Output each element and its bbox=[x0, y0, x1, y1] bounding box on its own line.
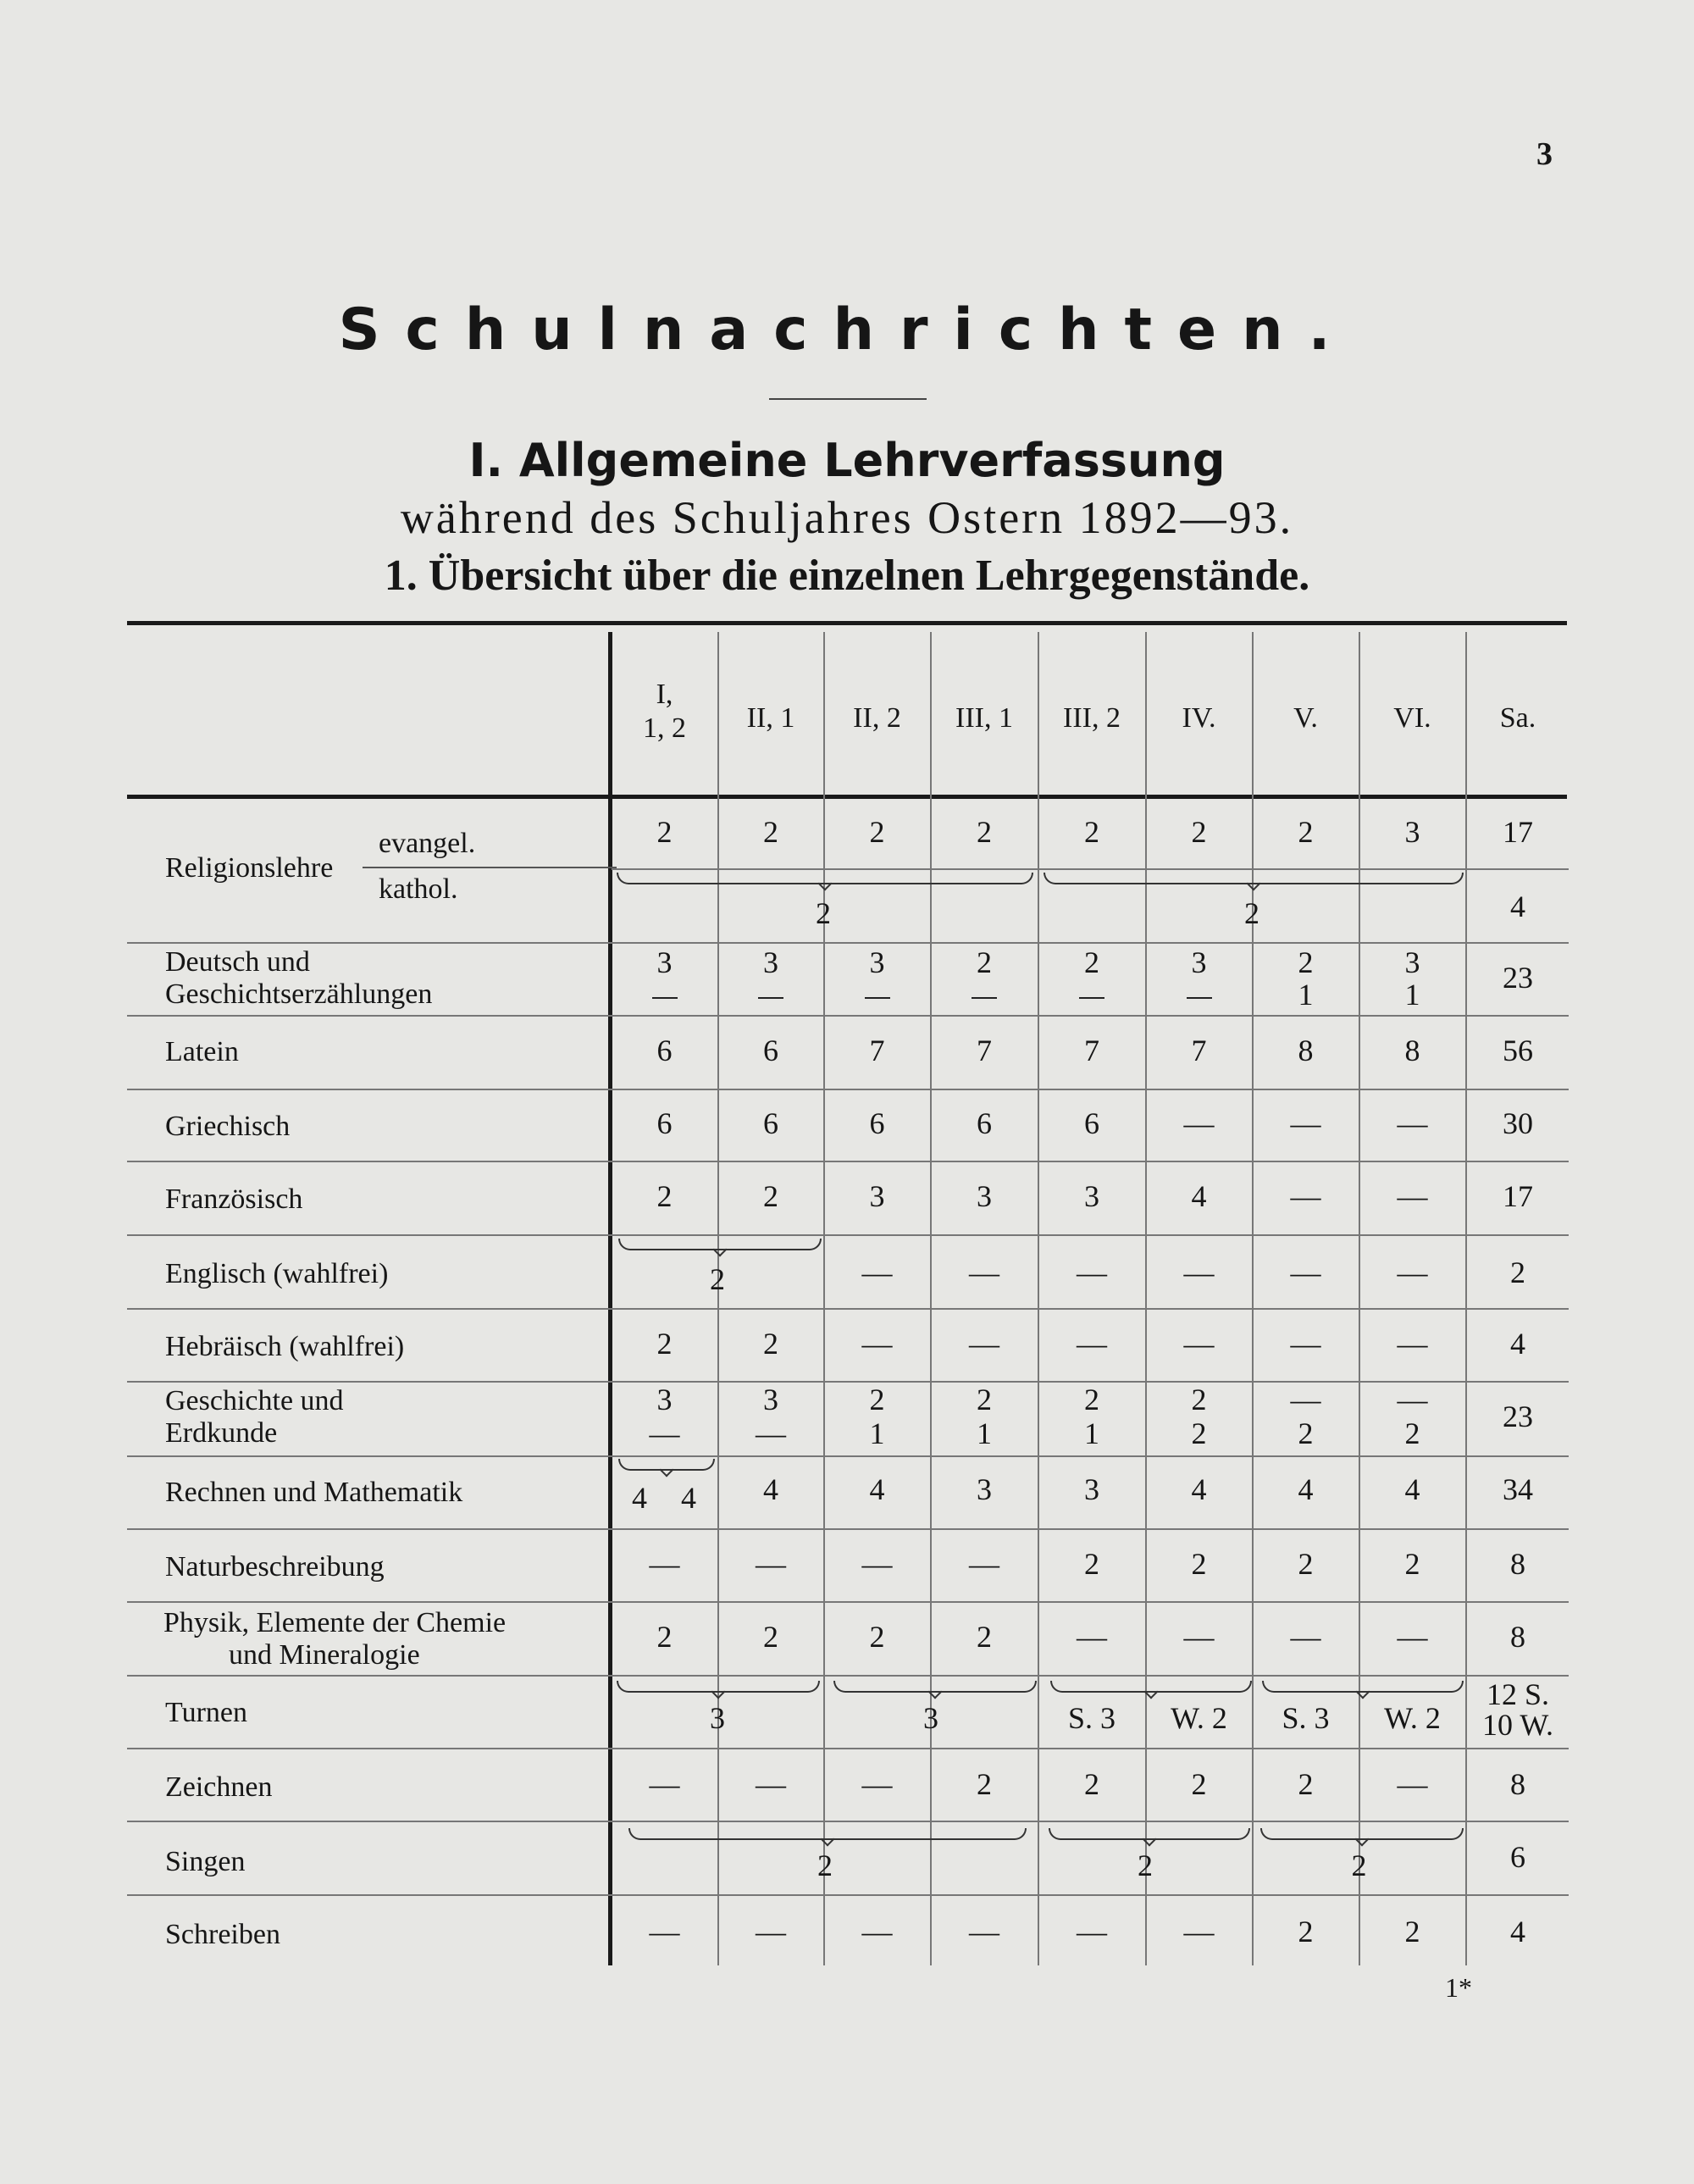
cell: — bbox=[1183, 1256, 1215, 1289]
group-brace bbox=[617, 1681, 820, 1693]
cell: — bbox=[1397, 1620, 1428, 1654]
cell: 3 bbox=[1084, 1179, 1099, 1213]
cell: 2 bbox=[1298, 1416, 1314, 1450]
cell: — bbox=[861, 1327, 893, 1361]
row-label: Naturbeschreibung bbox=[165, 1551, 385, 1583]
cell: — bbox=[969, 1915, 999, 1948]
cell-group: W. 2 bbox=[1171, 1701, 1227, 1735]
cell-group: W. 2 bbox=[1384, 1701, 1441, 1735]
cell-sum: 4 bbox=[1510, 890, 1525, 923]
cell: 2 bbox=[1084, 1383, 1099, 1416]
cell: — bbox=[1183, 1915, 1215, 1948]
cell: 2 bbox=[1298, 1547, 1314, 1581]
cell: 6 bbox=[656, 1034, 673, 1067]
cell: — bbox=[756, 1416, 786, 1450]
table-heading: 1. Übersicht über die einzelnen Lehrgegenstände. bbox=[384, 552, 1310, 600]
cell: 2 bbox=[763, 1327, 778, 1361]
column-header: VI. bbox=[1393, 702, 1431, 734]
cell-sum: 4 bbox=[1510, 1915, 1525, 1948]
cell-sum: 23 bbox=[1503, 961, 1533, 995]
cell-group: 3 bbox=[923, 1701, 938, 1735]
cell: 2 bbox=[1298, 1767, 1314, 1801]
cell: 2 bbox=[1191, 1383, 1207, 1416]
cell: — bbox=[1077, 1915, 1107, 1948]
label-connector bbox=[363, 867, 617, 868]
group-brace bbox=[1260, 1828, 1464, 1840]
cell: 3 bbox=[656, 945, 673, 979]
cell: 6 bbox=[763, 1106, 778, 1140]
row-divider bbox=[127, 1748, 1569, 1749]
group-brace bbox=[628, 1828, 1027, 1840]
sheet-signature: 1* bbox=[1445, 1972, 1472, 2003]
cell: — bbox=[861, 1915, 893, 1948]
column-header: III, 1 bbox=[955, 702, 1013, 734]
cell: — bbox=[969, 1256, 999, 1289]
cell-sum: 4 bbox=[1510, 1327, 1525, 1361]
cell-dash bbox=[612, 978, 717, 1012]
cell: — bbox=[649, 1547, 680, 1581]
cell: — bbox=[1183, 1620, 1215, 1654]
cell-group: 2 bbox=[710, 1262, 725, 1296]
cell: — bbox=[1290, 1106, 1321, 1140]
row-divider bbox=[127, 1234, 1569, 1236]
cell: — bbox=[1397, 1767, 1428, 1801]
cell-group: S. 3 bbox=[1067, 1701, 1116, 1735]
group-brace bbox=[617, 873, 1033, 884]
row-divider bbox=[127, 1455, 1569, 1457]
column-header: II, 2 bbox=[853, 702, 901, 734]
page-title: Schulnachrichten. bbox=[338, 297, 1356, 363]
cell: 3 bbox=[763, 945, 778, 979]
row-label: Französisch bbox=[165, 1183, 303, 1215]
row-divider bbox=[127, 1089, 1569, 1090]
cell: — bbox=[1397, 1179, 1428, 1213]
cell-dash bbox=[931, 978, 1038, 1012]
cell: — bbox=[861, 1256, 893, 1289]
row-label: Physik, Elemente der Chemie bbox=[163, 1607, 507, 1638]
cell: 1 bbox=[1404, 978, 1420, 1012]
cell: 2 bbox=[977, 1383, 992, 1416]
cell: 2 bbox=[763, 1620, 778, 1654]
title-divider bbox=[769, 398, 927, 400]
row-divider bbox=[127, 1015, 1569, 1017]
row-label: Singen bbox=[165, 1846, 246, 1877]
cell: — bbox=[1290, 1256, 1321, 1289]
cell: 2 bbox=[656, 1327, 673, 1361]
cell: 2 bbox=[977, 1620, 992, 1654]
cell: — bbox=[1290, 1179, 1321, 1213]
row-label: Erdkunde bbox=[165, 1417, 278, 1449]
cell: 7 bbox=[1191, 1034, 1207, 1067]
cell: 2 bbox=[1084, 945, 1099, 979]
row-divider bbox=[127, 1675, 1569, 1677]
cell-sum: 56 bbox=[1503, 1034, 1533, 1067]
cell-dash bbox=[1146, 978, 1252, 1012]
cell-sum: 10 W. bbox=[1481, 1708, 1554, 1742]
group-brace bbox=[618, 1239, 822, 1250]
cell: — bbox=[649, 1767, 680, 1801]
cell: — bbox=[969, 1547, 999, 1581]
cell: 2 bbox=[1404, 1547, 1420, 1581]
cell-group: 2 bbox=[1351, 1849, 1367, 1882]
cell: 3 bbox=[1404, 815, 1420, 849]
cell-group: 2 bbox=[816, 896, 831, 930]
cell: 2 bbox=[1084, 1767, 1099, 1801]
cell: 4 bbox=[632, 1481, 647, 1515]
cell: — bbox=[649, 1416, 680, 1450]
column-header: I, bbox=[656, 679, 673, 710]
row-label: Deutsch und bbox=[165, 946, 310, 978]
cell-group: 3 bbox=[710, 1701, 725, 1735]
cell-sum: 17 bbox=[1503, 815, 1533, 849]
cell: 3 bbox=[1404, 945, 1420, 979]
cell: 2 bbox=[1404, 1416, 1420, 1450]
cell: 2 bbox=[1298, 815, 1314, 849]
cell: 1 bbox=[1298, 978, 1314, 1012]
row-label: Schreiben bbox=[165, 1919, 280, 1950]
cell: — bbox=[1290, 1383, 1321, 1416]
cell: 8 bbox=[1404, 1034, 1420, 1067]
cell-group: S. 3 bbox=[1282, 1701, 1330, 1735]
cell: — bbox=[1077, 1256, 1107, 1289]
section-subheading: während des Schuljahres Ostern 1892—93. bbox=[400, 492, 1294, 543]
cell-group: 2 bbox=[1138, 1849, 1153, 1882]
group-brace bbox=[1262, 1681, 1464, 1693]
cell: — bbox=[969, 1327, 999, 1361]
cell: — bbox=[756, 1547, 786, 1581]
row-divider bbox=[127, 1894, 1569, 1896]
cell: 6 bbox=[656, 1106, 673, 1140]
cell: — bbox=[1077, 1327, 1107, 1361]
cell: 2 bbox=[1191, 1547, 1207, 1581]
column-header: IV. bbox=[1182, 702, 1216, 734]
column-header: 1, 2 bbox=[643, 712, 686, 744]
row-label: Rechnen und Mathematik bbox=[165, 1477, 463, 1508]
cell: — bbox=[1397, 1383, 1428, 1416]
cell: 8 bbox=[1298, 1034, 1314, 1067]
cell: 2 bbox=[1084, 1547, 1099, 1581]
cell: — bbox=[1397, 1327, 1428, 1361]
cell: 4 bbox=[681, 1481, 696, 1515]
row-divider bbox=[127, 1161, 1569, 1162]
cell: 7 bbox=[869, 1034, 885, 1067]
cell: 3 bbox=[763, 1383, 778, 1416]
cell: 3 bbox=[1191, 945, 1207, 979]
cell: 4 bbox=[1298, 1472, 1314, 1506]
cell-sum: 30 bbox=[1503, 1106, 1533, 1140]
row-label: Geschichte und bbox=[165, 1385, 344, 1416]
cell: 6 bbox=[763, 1034, 778, 1067]
cell: 1 bbox=[869, 1416, 885, 1450]
cell: — bbox=[1077, 1620, 1107, 1654]
row-label: Religionslehre bbox=[165, 852, 334, 884]
cell-sum: 2 bbox=[1510, 1256, 1525, 1289]
cell-group: 2 bbox=[1244, 896, 1259, 930]
row-divider bbox=[127, 1601, 1569, 1603]
cell: 3 bbox=[1084, 1472, 1099, 1506]
row-divider bbox=[127, 1821, 1569, 1822]
row-divider bbox=[612, 868, 1569, 870]
row-label: Englisch (wahlfrei) bbox=[165, 1258, 389, 1289]
row-label: Turnen bbox=[165, 1697, 247, 1728]
column-header: III, 2 bbox=[1063, 702, 1121, 734]
cell: — bbox=[861, 1767, 893, 1801]
cell: 2 bbox=[656, 1179, 673, 1213]
cell: 1 bbox=[977, 1416, 992, 1450]
row-divider bbox=[127, 1528, 1569, 1530]
cell: — bbox=[1290, 1620, 1321, 1654]
cell: 4 bbox=[763, 1472, 778, 1506]
table-header-rule bbox=[127, 795, 1567, 799]
section-heading: I. Allgemeine Lehrverfassung bbox=[468, 434, 1226, 487]
cell: 3 bbox=[656, 1383, 673, 1416]
cell: 7 bbox=[1084, 1034, 1099, 1067]
cell: 2 bbox=[1084, 815, 1099, 849]
cell: 2 bbox=[1191, 1416, 1207, 1450]
cell: 2 bbox=[869, 1383, 885, 1416]
cell: 2 bbox=[1298, 945, 1314, 979]
cell: 2 bbox=[1191, 1767, 1207, 1801]
cell: 6 bbox=[1084, 1106, 1099, 1140]
cell-sum: 8 bbox=[1510, 1767, 1525, 1801]
cell: 3 bbox=[869, 945, 885, 979]
cell: — bbox=[1290, 1327, 1321, 1361]
cell: 4 bbox=[1191, 1179, 1207, 1213]
group-brace bbox=[833, 1681, 1037, 1693]
cell-sum: 8 bbox=[1510, 1620, 1525, 1654]
cell-dash bbox=[824, 978, 930, 1012]
table-top-rule bbox=[127, 621, 1567, 625]
cell: 4 bbox=[1404, 1472, 1420, 1506]
cell: 3 bbox=[869, 1179, 885, 1213]
cell: 3 bbox=[977, 1472, 992, 1506]
cell: 2 bbox=[977, 815, 992, 849]
group-brace bbox=[618, 1459, 715, 1471]
cell-sum: 12 S. bbox=[1486, 1677, 1550, 1711]
cell-sum: 6 bbox=[1510, 1840, 1525, 1874]
cell-sum: 17 bbox=[1503, 1179, 1533, 1213]
cell: 4 bbox=[1191, 1472, 1207, 1506]
cell: — bbox=[1183, 1106, 1215, 1140]
cell: 2 bbox=[977, 1767, 992, 1801]
cell: — bbox=[756, 1915, 786, 1948]
row-label: Geschichtserzählungen bbox=[165, 978, 433, 1010]
cell: — bbox=[756, 1767, 786, 1801]
cell: 6 bbox=[977, 1106, 992, 1140]
cell: — bbox=[649, 1915, 680, 1948]
row-sublabel: kathol. bbox=[379, 873, 458, 905]
group-brace bbox=[1044, 873, 1464, 884]
row-label: Hebräisch (wahlfrei) bbox=[165, 1331, 405, 1362]
cell: 6 bbox=[869, 1106, 885, 1140]
cell: 4 bbox=[869, 1472, 885, 1506]
cell: — bbox=[1183, 1327, 1215, 1361]
cell: 2 bbox=[1191, 815, 1207, 849]
page-number: 3 bbox=[1536, 136, 1553, 172]
cell-dash bbox=[1038, 978, 1145, 1012]
cell: 2 bbox=[763, 815, 778, 849]
column-header: II, 1 bbox=[746, 702, 795, 734]
cell: 3 bbox=[977, 1179, 992, 1213]
cell: 2 bbox=[656, 1620, 673, 1654]
group-brace bbox=[1049, 1828, 1250, 1840]
cell: 1 bbox=[1084, 1416, 1099, 1450]
cell: 2 bbox=[869, 1620, 885, 1654]
row-label: Zeichnen bbox=[165, 1771, 273, 1803]
cell: — bbox=[1397, 1106, 1428, 1140]
column-header: Sa. bbox=[1499, 702, 1536, 734]
cell: — bbox=[861, 1547, 893, 1581]
row-divider bbox=[127, 942, 1569, 944]
cell-sum: 34 bbox=[1503, 1472, 1533, 1506]
row-label: Griechisch bbox=[165, 1111, 291, 1142]
row-label: und Mineralogie bbox=[229, 1639, 420, 1671]
cell: 7 bbox=[977, 1034, 992, 1067]
cell: 2 bbox=[869, 815, 885, 849]
cell: 2 bbox=[1404, 1915, 1420, 1948]
row-sublabel: evangel. bbox=[379, 828, 476, 859]
row-label: Latein bbox=[165, 1036, 239, 1067]
group-brace bbox=[1050, 1681, 1252, 1693]
cell: 2 bbox=[656, 815, 673, 849]
cell: — bbox=[1397, 1256, 1428, 1289]
row-divider bbox=[127, 1308, 1569, 1310]
cell-sum: 8 bbox=[1510, 1547, 1525, 1581]
cell: 2 bbox=[977, 945, 992, 979]
cell-dash bbox=[718, 978, 823, 1012]
cell: 2 bbox=[1298, 1915, 1314, 1948]
column-header: V. bbox=[1293, 702, 1318, 734]
cell-group: 2 bbox=[817, 1849, 833, 1882]
cell-sum: 23 bbox=[1503, 1400, 1533, 1433]
cell: 2 bbox=[763, 1179, 778, 1213]
